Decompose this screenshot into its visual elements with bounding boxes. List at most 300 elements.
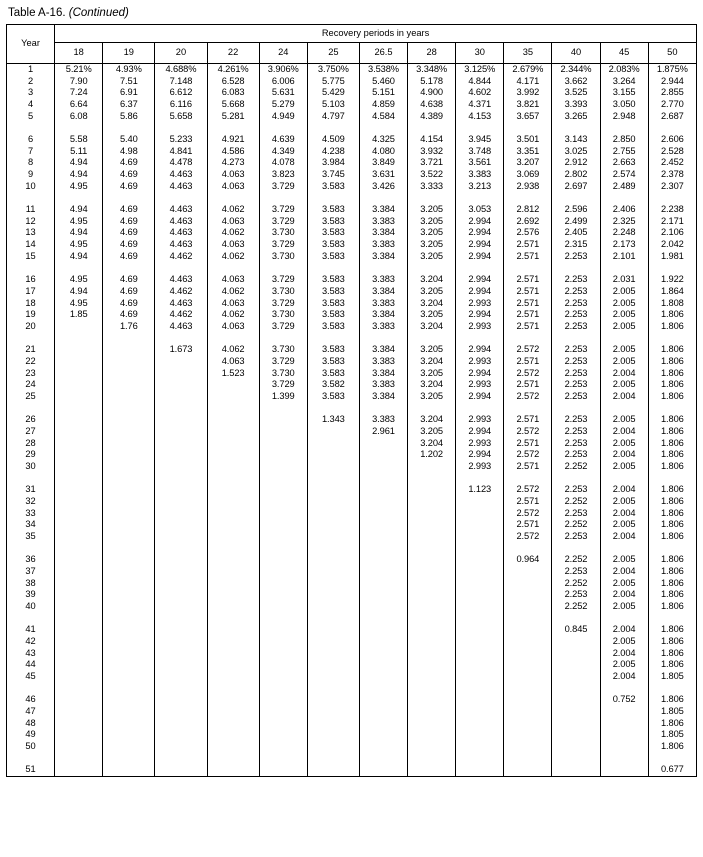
cell-year-9-period-35: 3.069 (504, 169, 552, 181)
cell-year-27-period-18 (55, 426, 103, 438)
cell-year-21-period-30: 2.994 (456, 344, 504, 356)
cell-year-30-period-20 (155, 461, 207, 473)
row-year-label: 32 (7, 496, 55, 508)
cell-year-15-period-26-5: 3.384 (359, 251, 407, 263)
cell-year-48-period-20 (155, 718, 207, 730)
cell-year-34-period-22 (207, 519, 259, 531)
cell-year-30-period-18 (55, 461, 103, 473)
cell-year-23-period-20 (155, 368, 207, 380)
spacer-cell (359, 543, 407, 555)
spacer-cell (155, 613, 207, 625)
cell-year-34-period-35: 2.571 (504, 519, 552, 531)
cell-year-17-period-24: 3.730 (259, 286, 307, 298)
cell-year-7-period-25: 4.238 (307, 146, 359, 158)
cell-year-21-period-40: 2.253 (552, 344, 600, 356)
cell-year-10-period-18: 4.95 (55, 181, 103, 193)
spacer-cell (648, 473, 696, 485)
spacer-cell (7, 403, 55, 415)
cell-year-28-period-45: 2.005 (600, 438, 648, 450)
spacer-cell (207, 333, 259, 345)
cell-year-7-period-28: 3.932 (408, 146, 456, 158)
cell-year-20-period-20: 4.463 (155, 321, 207, 333)
cell-year-23-period-30: 2.994 (456, 368, 504, 380)
cell-year-43-period-18 (55, 648, 103, 660)
cell-year-11-period-45: 2.406 (600, 204, 648, 216)
spacer-cell (600, 122, 648, 134)
spacer-cell (307, 122, 359, 134)
spacer-cell (456, 543, 504, 555)
cell-year-21-period-28: 3.205 (408, 344, 456, 356)
row-year-label: 18 (7, 297, 55, 309)
cell-year-44-period-30 (456, 659, 504, 671)
spacer-cell (552, 473, 600, 485)
cell-year-22-period-19 (103, 356, 155, 368)
cell-year-9-period-40: 2.802 (552, 169, 600, 181)
cell-year-35-period-26-5 (359, 531, 407, 543)
cell-year-40-period-24 (259, 601, 307, 613)
cell-year-3-period-22: 6.083 (207, 87, 259, 99)
cell-year-18-period-18: 4.95 (55, 297, 103, 309)
cell-year-32-period-45: 2.005 (600, 496, 648, 508)
cell-year-24-period-19 (103, 379, 155, 391)
spacer-cell (648, 122, 696, 134)
spacer-cell (7, 753, 55, 765)
spacer-cell (55, 263, 103, 275)
cell-year-37-period-50: 1.806 (648, 566, 696, 578)
cell-year-15-period-35: 2.571 (504, 251, 552, 263)
cell-year-31-period-19 (103, 484, 155, 496)
cell-year-51-period-40 (552, 764, 600, 776)
table-row (7, 274, 697, 286)
row-year-label: 16 (7, 274, 55, 286)
cell-year-12-period-35: 2.692 (504, 216, 552, 228)
cell-year-3-period-50: 2.855 (648, 87, 696, 99)
cell-year-23-period-28: 3.205 (408, 368, 456, 380)
cell-year-18-period-26-5: 3.383 (359, 297, 407, 309)
cell-year-51-period-19 (103, 764, 155, 776)
table-row (7, 426, 697, 438)
cell-year-40-period-25 (307, 601, 359, 613)
cell-year-43-period-30 (456, 648, 504, 660)
table-row (7, 64, 697, 76)
cell-year-18-period-40: 2.253 (552, 297, 600, 309)
cell-year-30-period-28 (408, 461, 456, 473)
cell-year-26-period-40: 2.253 (552, 414, 600, 426)
table-row (7, 227, 697, 239)
cell-year-31-period-28 (408, 484, 456, 496)
cell-year-4-period-28: 4.638 (408, 99, 456, 111)
cell-year-20-period-18 (55, 321, 103, 333)
cell-year-50-period-22 (207, 741, 259, 753)
cell-year-11-period-20: 4.463 (155, 204, 207, 216)
cell-year-2-period-26-5: 5.460 (359, 76, 407, 88)
spacer-cell (207, 613, 259, 625)
cell-year-1-period-25: 3.750% (307, 64, 359, 76)
cell-year-17-period-20: 4.462 (155, 286, 207, 298)
cell-year-25-period-22 (207, 391, 259, 403)
spacer-cell (55, 333, 103, 345)
spacer-cell (103, 192, 155, 204)
cell-year-15-period-30: 2.994 (456, 251, 504, 263)
cell-year-20-period-24: 3.729 (259, 321, 307, 333)
cell-year-43-period-26-5 (359, 648, 407, 660)
cell-year-48-period-19 (103, 718, 155, 730)
cell-year-35-period-18 (55, 531, 103, 543)
cell-year-10-period-24: 3.729 (259, 181, 307, 193)
cell-year-8-period-30: 3.561 (456, 157, 504, 169)
cell-year-31-period-22 (207, 484, 259, 496)
spacer-cell (600, 192, 648, 204)
cell-year-4-period-45: 3.050 (600, 99, 648, 111)
spacer-cell (7, 683, 55, 695)
cell-year-13-period-19: 4.69 (103, 227, 155, 239)
cell-year-14-period-19: 4.69 (103, 239, 155, 251)
cell-year-28-period-25 (307, 438, 359, 450)
column-header-year: Year (7, 25, 55, 64)
cell-year-12-period-24: 3.729 (259, 216, 307, 228)
spacer-cell (55, 192, 103, 204)
cell-year-2-period-40: 3.662 (552, 76, 600, 88)
cell-year-48-period-30 (456, 718, 504, 730)
cell-year-39-period-40: 2.253 (552, 589, 600, 601)
cell-year-12-period-25: 3.583 (307, 216, 359, 228)
cell-year-32-period-18 (55, 496, 103, 508)
cell-year-43-period-35 (504, 648, 552, 660)
cell-year-5-period-40: 3.265 (552, 111, 600, 123)
cell-year-21-period-45: 2.005 (600, 344, 648, 356)
cell-year-49-period-28 (408, 729, 456, 741)
cell-year-14-period-30: 2.994 (456, 239, 504, 251)
cell-year-4-period-20: 6.116 (155, 99, 207, 111)
spacer-cell (408, 683, 456, 695)
cell-year-25-period-26-5: 3.384 (359, 391, 407, 403)
cell-year-35-period-45: 2.004 (600, 531, 648, 543)
cell-year-12-period-28: 3.205 (408, 216, 456, 228)
cell-year-48-period-18 (55, 718, 103, 730)
spacer-cell (504, 683, 552, 695)
cell-year-25-period-30: 2.994 (456, 391, 504, 403)
cell-year-22-period-24: 3.729 (259, 356, 307, 368)
cell-year-43-period-25 (307, 648, 359, 660)
cell-year-45-period-28 (408, 671, 456, 683)
cell-year-28-period-35: 2.571 (504, 438, 552, 450)
cell-year-45-period-24 (259, 671, 307, 683)
cell-year-37-period-24 (259, 566, 307, 578)
cell-year-32-period-26-5 (359, 496, 407, 508)
cell-year-17-period-30: 2.994 (456, 286, 504, 298)
cell-year-32-period-28 (408, 496, 456, 508)
cell-year-23-period-26-5: 3.384 (359, 368, 407, 380)
spacer-cell (359, 473, 407, 485)
cell-year-47-period-19 (103, 706, 155, 718)
cell-year-37-period-45: 2.004 (600, 566, 648, 578)
cell-year-51-period-18 (55, 764, 103, 776)
cell-year-24-period-20 (155, 379, 207, 391)
spacer-cell (552, 613, 600, 625)
spacer-cell (648, 333, 696, 345)
table-row (7, 297, 697, 309)
cell-year-33-period-26-5 (359, 508, 407, 520)
cell-year-37-period-25 (307, 566, 359, 578)
cell-year-19-period-18: 1.85 (55, 309, 103, 321)
spacer-cell (259, 403, 307, 415)
cell-year-45-period-18 (55, 671, 103, 683)
cell-year-50-period-35 (504, 741, 552, 753)
spacer-cell (207, 403, 259, 415)
cell-year-26-period-26-5: 3.383 (359, 414, 407, 426)
row-year-label: 48 (7, 718, 55, 730)
cell-year-37-period-40: 2.253 (552, 566, 600, 578)
row-year-label: 8 (7, 157, 55, 169)
cell-year-12-period-19: 4.69 (103, 216, 155, 228)
cell-year-4-period-19: 6.37 (103, 99, 155, 111)
cell-year-19-period-45: 2.005 (600, 309, 648, 321)
cell-year-46-period-35 (504, 694, 552, 706)
spacer-cell (259, 473, 307, 485)
table-row (7, 391, 697, 403)
cell-year-4-period-24: 5.279 (259, 99, 307, 111)
cell-year-15-period-22: 4.062 (207, 251, 259, 263)
cell-year-35-period-22 (207, 531, 259, 543)
cell-year-24-period-40: 2.253 (552, 379, 600, 391)
cell-year-39-period-25 (307, 589, 359, 601)
cell-year-45-period-35 (504, 671, 552, 683)
cell-year-35-period-28 (408, 531, 456, 543)
row-year-label: 43 (7, 648, 55, 660)
cell-year-8-period-18: 4.94 (55, 157, 103, 169)
table-row (7, 659, 697, 671)
spacer-cell (408, 753, 456, 765)
cell-year-36-period-25 (307, 554, 359, 566)
table-row (7, 694, 697, 706)
cell-year-10-period-26-5: 3.426 (359, 181, 407, 193)
row-year-label: 37 (7, 566, 55, 578)
spacer-cell (504, 613, 552, 625)
cell-year-29-period-20 (155, 449, 207, 461)
cell-year-51-period-25 (307, 764, 359, 776)
cell-year-1-period-20: 4.688% (155, 64, 207, 76)
spacer-cell (307, 263, 359, 275)
table-row (7, 181, 697, 193)
cell-year-32-period-40: 2.252 (552, 496, 600, 508)
cell-year-37-period-35 (504, 566, 552, 578)
table-caption-title: Table A-16. (8, 7, 66, 19)
cell-year-44-period-26-5 (359, 659, 407, 671)
cell-year-33-period-28 (408, 508, 456, 520)
cell-year-50-period-45 (600, 741, 648, 753)
column-header-30: 30 (456, 43, 504, 64)
spacer-cell (7, 543, 55, 555)
row-year-label: 3 (7, 87, 55, 99)
spacer-cell (307, 543, 359, 555)
table-row (7, 718, 697, 730)
table-row (7, 741, 697, 753)
cell-year-36-period-40: 2.252 (552, 554, 600, 566)
cell-year-10-period-40: 2.697 (552, 181, 600, 193)
cell-year-7-period-35: 3.351 (504, 146, 552, 158)
cell-year-47-period-25 (307, 706, 359, 718)
cell-year-46-period-24 (259, 694, 307, 706)
cell-year-15-period-50: 1.981 (648, 251, 696, 263)
cell-year-39-period-20 (155, 589, 207, 601)
cell-year-42-period-50: 1.806 (648, 636, 696, 648)
table-row (7, 764, 697, 776)
cell-year-14-period-26-5: 3.383 (359, 239, 407, 251)
cell-year-48-period-22 (207, 718, 259, 730)
spacer-cell (600, 613, 648, 625)
cell-year-25-period-28: 3.205 (408, 391, 456, 403)
cell-year-31-period-50: 1.806 (648, 484, 696, 496)
table-row (7, 157, 697, 169)
cell-year-40-period-50: 1.806 (648, 601, 696, 613)
cell-year-27-period-24 (259, 426, 307, 438)
cell-year-40-period-22 (207, 601, 259, 613)
cell-year-12-period-40: 2.499 (552, 216, 600, 228)
cell-year-30-period-24 (259, 461, 307, 473)
cell-year-19-period-24: 3.730 (259, 309, 307, 321)
cell-year-36-period-20 (155, 554, 207, 566)
cell-year-20-period-30: 2.993 (456, 321, 504, 333)
cell-year-6-period-18: 5.58 (55, 134, 103, 146)
spacer-cell (55, 613, 103, 625)
row-year-label: 34 (7, 519, 55, 531)
cell-year-14-period-40: 2.315 (552, 239, 600, 251)
cell-year-45-period-19 (103, 671, 155, 683)
spacer-cell (504, 543, 552, 555)
cell-year-19-period-28: 3.205 (408, 309, 456, 321)
column-header-45: 45 (600, 43, 648, 64)
spacer-cell (648, 753, 696, 765)
cell-year-27-period-25 (307, 426, 359, 438)
cell-year-1-period-30: 3.125% (456, 64, 504, 76)
cell-year-26-period-45: 2.005 (600, 414, 648, 426)
cell-year-17-period-22: 4.062 (207, 286, 259, 298)
spacer-cell (600, 263, 648, 275)
cell-year-47-period-20 (155, 706, 207, 718)
cell-year-34-period-26-5 (359, 519, 407, 531)
cell-year-14-period-24: 3.729 (259, 239, 307, 251)
cell-year-26-period-18 (55, 414, 103, 426)
spacer-cell (55, 543, 103, 555)
cell-year-3-period-26-5: 5.151 (359, 87, 407, 99)
cell-year-45-period-30 (456, 671, 504, 683)
cell-year-10-period-20: 4.463 (155, 181, 207, 193)
row-year-label: 30 (7, 461, 55, 473)
row-year-label: 14 (7, 239, 55, 251)
cell-year-49-period-26-5 (359, 729, 407, 741)
cell-year-10-period-50: 2.307 (648, 181, 696, 193)
spacer-cell (103, 543, 155, 555)
table-row (7, 624, 697, 636)
cell-year-44-period-45: 2.005 (600, 659, 648, 671)
cell-year-8-period-20: 4.478 (155, 157, 207, 169)
cell-year-14-period-25: 3.583 (307, 239, 359, 251)
spacer-cell (103, 333, 155, 345)
cell-year-41-period-20 (155, 624, 207, 636)
table-row (7, 601, 697, 613)
cell-year-49-period-30 (456, 729, 504, 741)
row-year-label: 6 (7, 134, 55, 146)
cell-year-24-period-45: 2.005 (600, 379, 648, 391)
table-row (7, 344, 697, 356)
cell-year-25-period-50: 1.806 (648, 391, 696, 403)
spacer-cell (55, 122, 103, 134)
spacer-cell (456, 192, 504, 204)
cell-year-21-period-50: 1.806 (648, 344, 696, 356)
cell-year-37-period-22 (207, 566, 259, 578)
cell-year-36-period-28 (408, 554, 456, 566)
cell-year-36-period-24 (259, 554, 307, 566)
cell-year-29-period-50: 1.806 (648, 449, 696, 461)
cell-year-49-period-18 (55, 729, 103, 741)
cell-year-42-period-28 (408, 636, 456, 648)
cell-year-39-period-26-5 (359, 589, 407, 601)
cell-year-3-period-35: 3.992 (504, 87, 552, 99)
cell-year-29-period-35: 2.572 (504, 449, 552, 461)
cell-year-13-period-40: 2.405 (552, 227, 600, 239)
cell-year-5-period-25: 4.797 (307, 111, 359, 123)
cell-year-22-period-25: 3.583 (307, 356, 359, 368)
cell-year-17-period-28: 3.205 (408, 286, 456, 298)
cell-year-23-period-35: 2.572 (504, 368, 552, 380)
cell-year-38-period-19 (103, 578, 155, 590)
cell-year-44-period-18 (55, 659, 103, 671)
cell-year-8-period-19: 4.69 (103, 157, 155, 169)
table-row (7, 449, 697, 461)
spacer-cell (504, 753, 552, 765)
cell-year-8-period-40: 2.912 (552, 157, 600, 169)
cell-year-45-period-40 (552, 671, 600, 683)
cell-year-37-period-20 (155, 566, 207, 578)
cell-year-48-period-45 (600, 718, 648, 730)
cell-year-3-period-25: 5.429 (307, 87, 359, 99)
spacer-cell (504, 192, 552, 204)
cell-year-33-period-35: 2.572 (504, 508, 552, 520)
cell-year-25-period-24: 1.399 (259, 391, 307, 403)
cell-year-11-period-40: 2.596 (552, 204, 600, 216)
cell-year-44-period-40 (552, 659, 600, 671)
table-row (7, 671, 697, 683)
table-row (7, 414, 697, 426)
cell-year-28-period-50: 1.806 (648, 438, 696, 450)
cell-year-12-period-50: 2.171 (648, 216, 696, 228)
cell-year-12-period-45: 2.325 (600, 216, 648, 228)
column-header-22: 22 (207, 43, 259, 64)
cell-year-39-period-24 (259, 589, 307, 601)
row-group-spacer (7, 122, 697, 134)
spacer-cell (259, 613, 307, 625)
cell-year-17-period-18: 4.94 (55, 286, 103, 298)
cell-year-27-period-35: 2.572 (504, 426, 552, 438)
spacer-cell (648, 613, 696, 625)
cell-year-40-period-18 (55, 601, 103, 613)
cell-year-23-period-18 (55, 368, 103, 380)
row-year-label: 35 (7, 531, 55, 543)
spacer-cell (307, 192, 359, 204)
cell-year-11-period-28: 3.205 (408, 204, 456, 216)
spacer-cell (552, 543, 600, 555)
table-head-row-group (7, 25, 697, 43)
cell-year-16-period-35: 2.571 (504, 274, 552, 286)
cell-year-10-period-25: 3.583 (307, 181, 359, 193)
table-row (7, 496, 697, 508)
cell-year-30-period-35: 2.571 (504, 461, 552, 473)
cell-year-18-period-22: 4.063 (207, 297, 259, 309)
table-row (7, 251, 697, 263)
cell-year-34-period-50: 1.806 (648, 519, 696, 531)
spacer-cell (552, 403, 600, 415)
spacer-cell (103, 403, 155, 415)
